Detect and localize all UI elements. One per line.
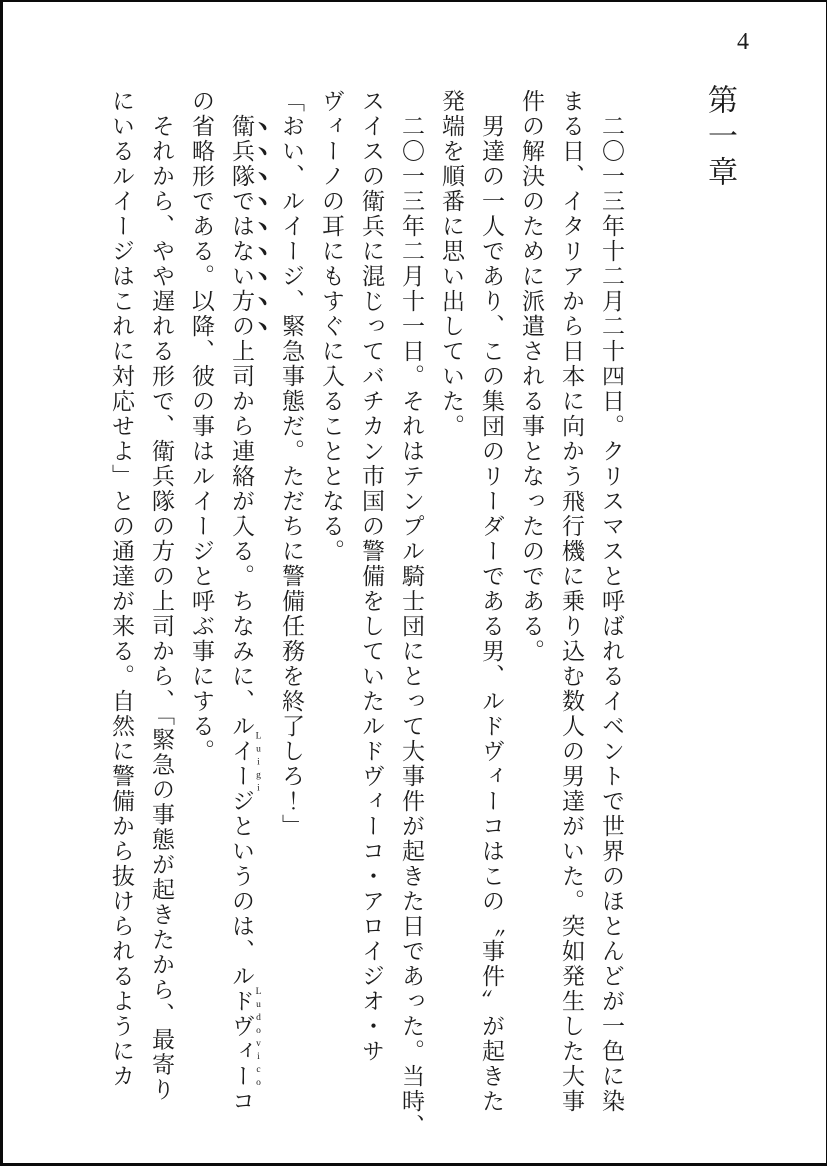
text-line <box>271 89 311 1145</box>
ruby-annotated-name: ルドヴィーコ Ludovico <box>229 964 264 1114</box>
text-line <box>101 89 141 1145</box>
furigana-latin: Luigi <box>253 714 264 814</box>
ruby-annotated-name: ルイージ Luigi <box>229 714 264 814</box>
chapter-heading: 第一章 <box>703 84 736 192</box>
furigana-latin: Ludovico <box>253 964 264 1114</box>
text-segment: の省略形である。以降、彼の事はルイージと呼ぶ事にする。 <box>189 89 214 764</box>
text-segment: 二〇一三年二月十一日。それはテンプル騎士団にとって大事件が起きた日であった。当時、 <box>399 114 424 1139</box>
page-number: 4 <box>737 29 749 55</box>
emphasized-text: 衛兵隊ではない方の <box>229 114 254 339</box>
text-segment: それから、やや遅れる形で、衛兵隊の方の上司から、「緊急の事態が起きたから、最寄り <box>149 114 174 1103</box>
body-text <box>111 89 631 1145</box>
text-line <box>141 89 181 1170</box>
text-line <box>471 89 511 1170</box>
text-segment: スイスの衛兵に混じってバチカン市国の警備をしていたルドヴィーコ・アロイジオ・サ <box>359 89 384 1064</box>
text-segment: 男達の一人であり、この集団のリーダーである男、ルドヴィーコはこの〝事件〟が起きた <box>479 114 504 1114</box>
text-segment: ヴィーノの耳にもすぐに入ることとなる。 <box>319 89 344 564</box>
text-line <box>351 89 391 1145</box>
text-segment: 「おい、ルイージ、緊急事態だ。ただちに警備任務を終了しろ！」 <box>279 89 304 839</box>
text-line <box>221 89 271 1170</box>
text-segment: まる日、イタリアから日本に向かう飛行機に乗り込む数人の男達がいた。突如発生した大事 <box>559 89 584 1114</box>
text-segment: というのは、 <box>229 814 254 964</box>
text-segment: 件の解決のために派遣される事となったのである。 <box>519 89 544 664</box>
text-line <box>311 89 351 1145</box>
text-line <box>511 89 551 1145</box>
text-segment: 上司から連絡が入る。ちなみに、 <box>229 339 254 714</box>
text-line <box>431 89 471 1145</box>
text-line <box>181 89 221 1145</box>
text-line <box>551 89 591 1145</box>
text-segment: にいるルイージはこれに対応せよ」との通達が来る。自然に警備から抜けられるようにカ <box>109 89 134 1089</box>
text-line <box>591 89 631 1170</box>
text-segment: 発端を順番に思い出していた。 <box>439 89 464 439</box>
text-segment: 二〇一三年十二月二十四日。クリスマスと呼ばれるイベントで世界のほとんどが一色に染 <box>599 114 624 1114</box>
text-line <box>391 89 431 1170</box>
